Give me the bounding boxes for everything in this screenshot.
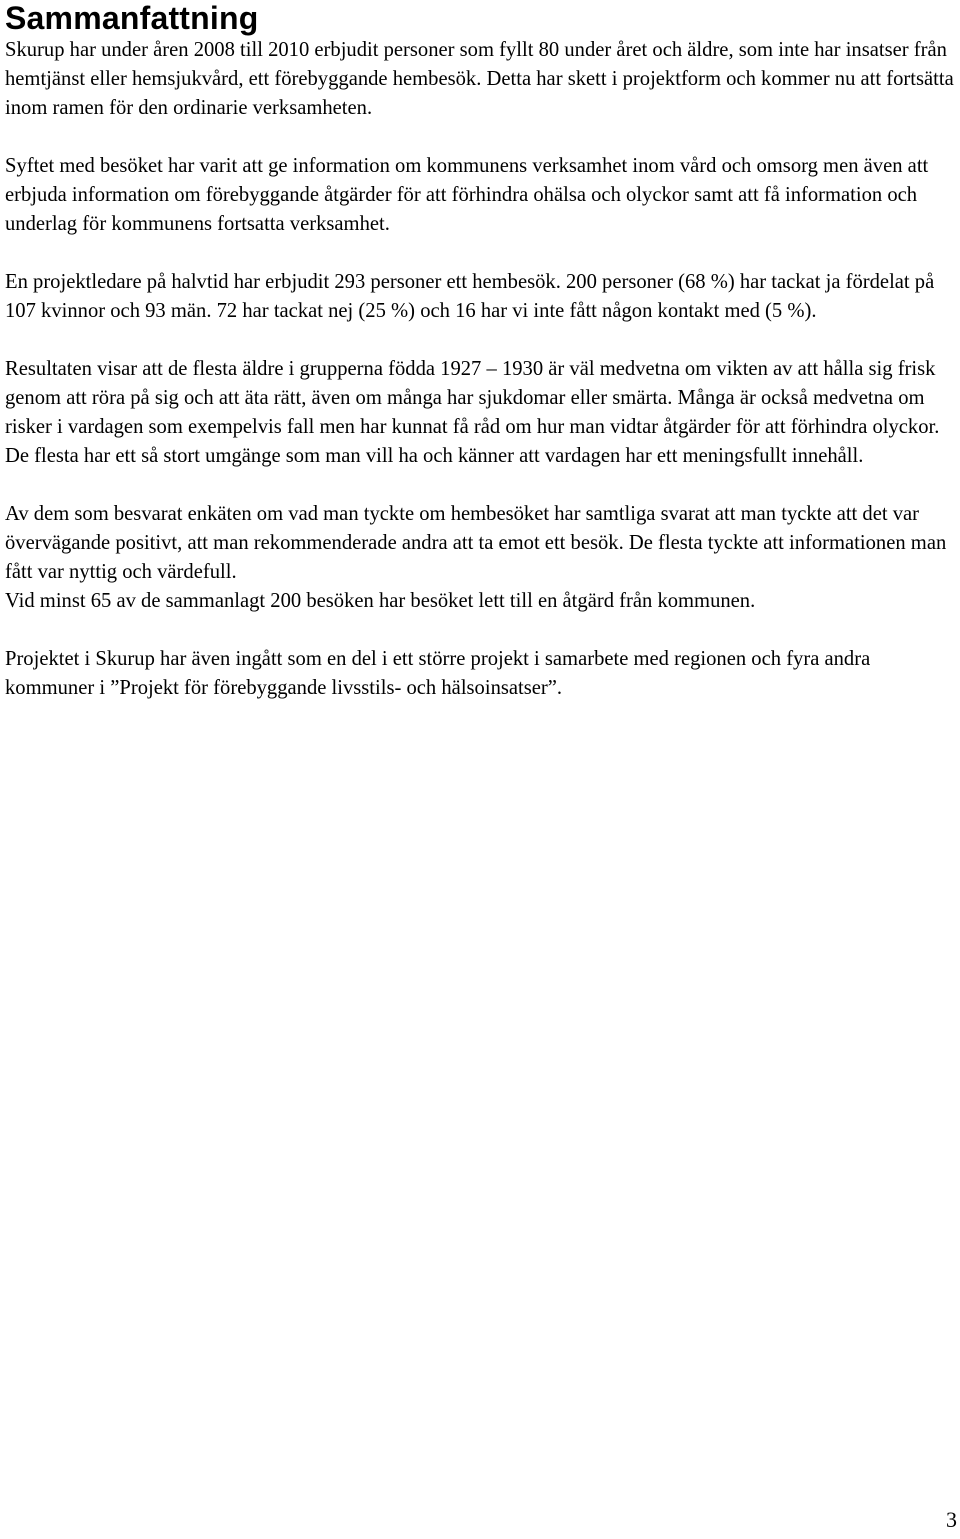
paragraph-project: Projektet i Skurup har även ingått som en del i ett större projekt i samarbete med regionen och fyra andra kommuner i ”Projekt för förebyggande livsstils- och hälsoinsatser”. <box>5 648 871 699</box>
page-number: 3 <box>946 1507 957 1532</box>
paragraph-survey: Av dem som besvarat enkäten om vad man tyckte om hembesöket har samtliga svarat att man tyckte att det var övervägande positivt, att man rekommenderade andra att ta emot ett besök. De flesta tyckte att informationen man fått var nyttig och värdefull. <box>5 503 947 583</box>
paragraph-intro: Skurup har under åren 2008 till 2010 erbjudit personer som fyllt 80 under året och äldre, som inte har insatser från hemtjänst eller hemsjukvård, ett förebyggande hembesök. Detta har skett i projektform och kommer nu att fortsätta inom ramen för den ordinarie verksamheten. <box>5 39 954 119</box>
section-heading: Sammanfattning <box>5 0 259 36</box>
paragraph-results: Resultaten visar att de flesta äldre i grupperna födda 1927 – 1930 är väl medvetna om vikten av att hålla sig frisk genom att röra på sig och att äta rätt, även om många har sjukdomar eller smärta. Många är också medvetna om risker i vardagen som exempelvis fall men har kunnat få råd om hur man vidtar åtgärder för att förhindra olyckor. De flesta har ett så stort umgänge som man vill ha och känner att vardagen har ett meningsfullt innehåll. <box>5 358 940 467</box>
paragraph-actions: Vid minst 65 av de sammanlagt 200 besöken har besöket lett till en åtgärd från kommunen. <box>5 590 756 612</box>
paragraph-statistics: En projektledare på halvtid har erbjudit 293 personer ett hembesök. 200 personer (68 %) har tackat ja fördelat på 107 kvinnor och 93 män. 72 har tackat nej (25 %) och 16 har vi inte fått någon kontakt med (5 %). <box>5 271 935 322</box>
paragraph-purpose: Syftet med besöket har varit att ge information om kommunens verksamhet inom vård och omsorg men även att erbjuda information om förebyggande åtgärder för att förhindra ohälsa och olyckor samt att få information och underlag för kommunens fortsatta verksamhet. <box>5 155 929 235</box>
document-page <box>5 0 955 703</box>
